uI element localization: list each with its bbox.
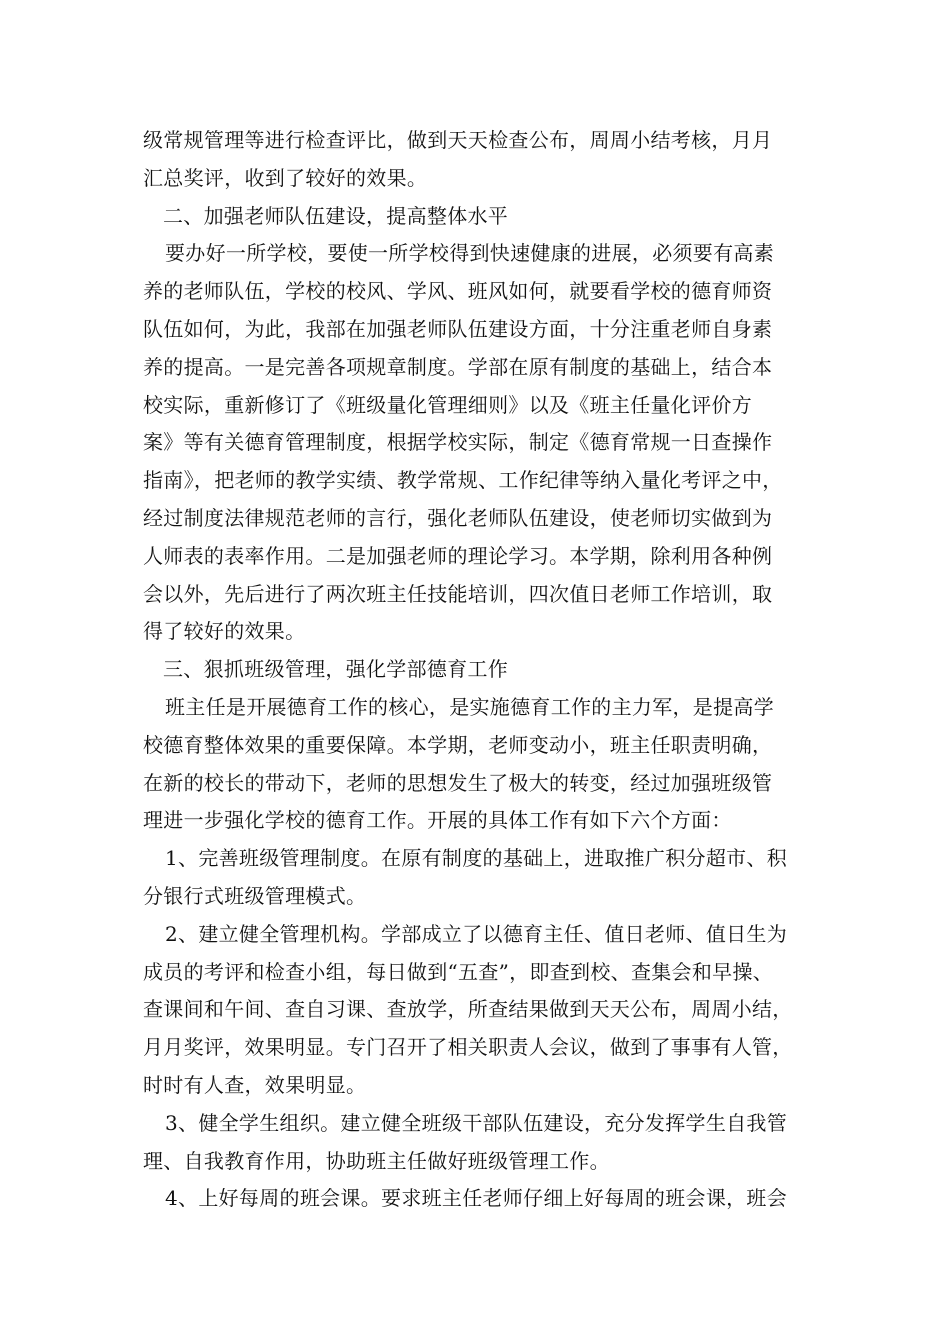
text-line: 队伍如何，为此，我部在加强老师队伍建设方面，十分注重老师自身素 [143,316,773,341]
text-line: 人师表的表率作用。二是加强老师的理论学习。本学期，除利用各种例 [143,543,773,568]
list-item: 3、健全学生组织。建立健全班级干部队伍建设，充分发挥学生自我管 [165,1110,788,1135]
text-line: 级常规管理等进行检查评比，做到天天检查公布，周周小结考核，月月 [143,128,773,152]
text-line: 指南》，把老师的教学实绩、教学常规、工作纪律等纳入量化考评之中， [143,468,783,493]
text-line: 月月奖评，效果明显。专门召开了相关职责人会议，做到了事事有人管， [143,1035,793,1060]
section-heading: 三、狠抓班级管理，强化学部德育工作 [163,657,509,682]
text-line: 查课间和午间、查自习课、查放学，所查结果做到天天公布，周周小结， [143,997,793,1022]
text-line: 理、自我教育作用，协助班主任做好班级管理工作。 [143,1148,610,1173]
list-item: 4、上好每周的班会课。要求班主任老师仔细上好每周的班会课，班会 [165,1186,788,1211]
text-line: 校实际，重新修订了《班级量化管理细则》以及《班主任量化评价方 [143,392,752,417]
section-heading: 二、加强老师队伍建设，提高整体水平 [163,203,509,228]
text-line: 班主任是开展德育工作的核心，是实施德育工作的主力军，是提高学 [165,694,774,719]
text-line: 要办好一所学校，要使一所学校得到快速健康的进展，必须要有高素 [165,241,774,266]
text-line: 养的老师队伍，学校的校风、学风、班风如何，就要看学校的德育师资 [143,279,773,304]
list-item: 1、完善班级管理制度。在原有制度的基础上，进取推广积分超市、积 [165,846,788,871]
text-line: 理进一步强化学校的德育工作。开展的具体工作有如下六个方面： [143,808,732,833]
document-body [143,122,803,1218]
text-line: 养的提高。一是完善各项规章制度。学部在原有制度的基础上，结合本 [143,354,773,379]
text-line: 汇总奖评，收到了较好的效果。 [143,165,428,190]
text-line: 案》等有关德育管理制度，根据学校实际，制定《德育常规一日查操作 [143,430,773,455]
text-line: 分银行式班级管理模式。 [143,883,367,908]
text-line: 校德育整体效果的重要保障。本学期，老师变动小，班主任职责明确， [143,732,773,757]
text-line: 会以外，先后进行了两次班主任技能培训，四次值日老师工作培训，取 [143,581,773,606]
text-line: 成员的考评和检查小组，每日做到“五查”，即查到校、查集会和早操、 [143,959,774,984]
text-line: 得了较好的效果。 [143,619,306,644]
list-item: 2、建立健全管理机构。学部成立了以德育主任、值日老师、值日生为 [165,921,788,946]
text-line: 经过制度法律规范老师的言行，强化老师队伍建设，使老师切实做到为 [143,505,773,530]
text-line: 在新的校长的带动下，老师的思想发生了极大的转变，经过加强班级管 [143,770,773,795]
text-line: 时时有人查，效果明显。 [143,1072,367,1097]
